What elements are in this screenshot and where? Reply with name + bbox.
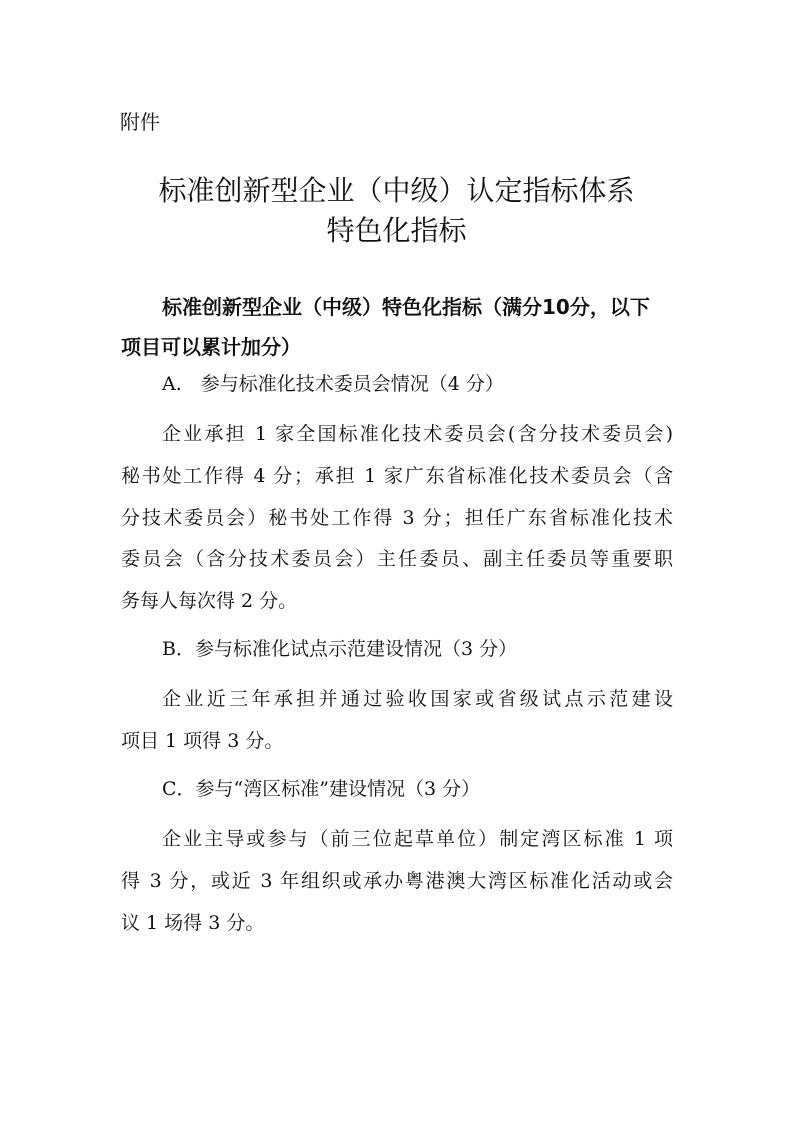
section-b-title: B．参与标准化试点示范建设情况（3 分） (162, 638, 518, 660)
intro-heading-line-1: 标准创新型企业（中级）特色化指标（满分10分，以下 (162, 295, 650, 319)
section-c-line-1: 企业主导或参与（前三位起草单位）制定湾区标准 1 项 (162, 828, 673, 850)
section-c-line-2: 得 3 分，或近 3 年组织或承办粤港澳大湾区标准化活动或会 (121, 870, 673, 892)
section-a-line-4: 委员会（含分技术委员会）主任委员、副主任委员等重要职 (121, 548, 673, 570)
document-title-line-2: 特色化指标 (326, 214, 467, 247)
section-a-title: A. 参与标准化技术委员会情况（4 分） (162, 373, 504, 395)
section-c-title: C．参与“湾区标准”建设情况（3 分） (162, 778, 481, 800)
intro-heading-line-2: 项目可以累计加分） (121, 335, 301, 359)
section-b-line-1: 企业近三年承担并通过验收国家或省级试点示范建设 (162, 688, 673, 710)
section-a-line-2: 秘书处工作得 4 分；承担 1 家广东省标准化技术委员会（含 (121, 465, 673, 487)
intro-heading (121, 287, 673, 367)
section-a-line-3: 分技术委员会）秘书处工作得 3 分；担任广东省标准化技术 (121, 507, 673, 529)
section-b-line-2: 项目 1 项得 3 分。 (121, 730, 284, 752)
section-c-line-3: 议 1 场得 3 分。 (121, 912, 265, 934)
section-a-line-5: 务每人每次得 2 分。 (121, 590, 298, 612)
section-a-line-1: 企业承担 1 家全国标准化技术委员会(含分技术委员会) (162, 423, 673, 445)
attachment-label: 附件 (120, 110, 160, 134)
document-title-line-1: 标准创新型企业（中级）认定指标体系 (158, 174, 635, 207)
